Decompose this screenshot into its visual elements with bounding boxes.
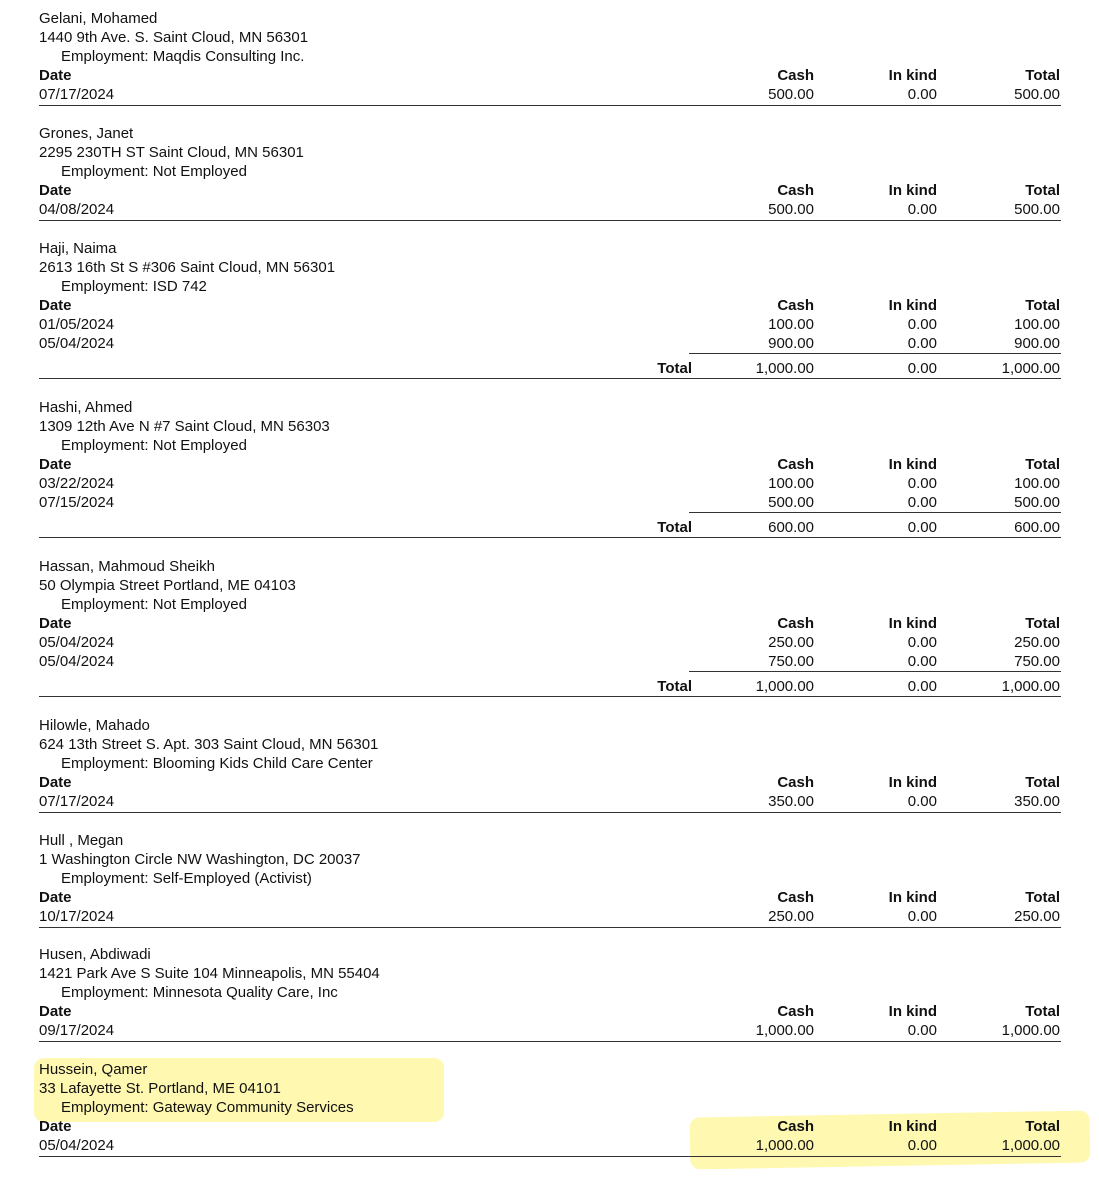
total-amount: 500.00 <box>1014 201 1060 218</box>
contributor-address: 50 Olympia Street Portland, ME 04103 <box>39 577 296 594</box>
contributor-address: 1421 Park Ave S Suite 104 Minneapolis, MN 55404 <box>39 965 380 982</box>
total-amount: 750.00 <box>1014 653 1060 670</box>
cash-amount: 500.00 <box>768 86 814 103</box>
subtotal-total: 1,000.00 <box>1001 360 1060 377</box>
contribution-record <box>39 124 1061 220</box>
total-amount: 500.00 <box>1014 494 1060 511</box>
in-kind-amount: 0.00 <box>907 653 937 670</box>
contributor-name: Gelani, Mohamed <box>39 10 158 27</box>
in-kind-amount: 0.00 <box>907 793 937 810</box>
in-kind-amount: 0.00 <box>907 1022 937 1039</box>
cash-amount: 1,000.00 <box>755 1137 814 1154</box>
contributor-employment: Employment: ISD 742 <box>61 278 207 295</box>
contribution-record <box>39 945 1061 1041</box>
cash-amount: 100.00 <box>768 316 814 333</box>
cash-header: Cash <box>777 1118 814 1135</box>
contribution-date: 07/17/2024 <box>39 86 115 103</box>
total-amount: 100.00 <box>1014 316 1060 333</box>
in-kind-amount: 0.00 <box>907 201 937 218</box>
contributor-address: 2295 230TH ST Saint Cloud, MN 56301 <box>39 144 304 161</box>
total-header: Total <box>1025 1118 1060 1135</box>
cash-amount: 100.00 <box>768 475 814 492</box>
in-kind-header: In kind <box>888 297 937 314</box>
contributor-employment: Employment: Not Employed <box>61 437 247 454</box>
cash-header: Cash <box>777 182 814 199</box>
subtotal-total: 1,000.00 <box>1001 678 1060 695</box>
contribution-date: 05/04/2024 <box>39 1137 115 1154</box>
in-kind-amount: 0.00 <box>907 1137 937 1154</box>
in-kind-amount: 0.00 <box>907 494 937 511</box>
contributor-address: 2613 16th St S #306 Saint Cloud, MN 56301 <box>39 259 336 276</box>
contributor-address: 1440 9th Ave. S. Saint Cloud, MN 56301 <box>39 29 309 46</box>
subtotal-divider <box>689 671 1061 672</box>
cash-header: Cash <box>777 889 814 906</box>
date-header: Date <box>39 889 72 906</box>
contributor-employment: Employment: Gateway Community Services <box>61 1099 354 1116</box>
in-kind-header: In kind <box>888 456 937 473</box>
contribution-date: 07/17/2024 <box>39 793 115 810</box>
record-divider <box>39 1041 1061 1042</box>
contribution-date: 03/22/2024 <box>39 475 115 492</box>
total-header: Total <box>1025 1003 1060 1020</box>
contributor-employment: Employment: Maqdis Consulting Inc. <box>61 48 305 65</box>
contributor-employment: Employment: Self-Employed (Activist) <box>61 870 312 887</box>
in-kind-amount: 0.00 <box>907 908 937 925</box>
in-kind-amount: 0.00 <box>907 335 937 352</box>
contributor-name: Hassan, Mahmoud Sheikh <box>39 558 215 575</box>
contributor-employment: Employment: Minnesota Quality Care, Inc <box>61 984 338 1001</box>
date-header: Date <box>39 182 72 199</box>
contributor-name: Hussein, Qamer <box>39 1061 148 1078</box>
cash-amount: 1,000.00 <box>755 1022 814 1039</box>
total-amount: 250.00 <box>1014 634 1060 651</box>
in-kind-amount: 0.00 <box>907 86 937 103</box>
cash-amount: 250.00 <box>768 634 814 651</box>
total-header: Total <box>1025 456 1060 473</box>
total-amount: 1,000.00 <box>1001 1022 1060 1039</box>
contribution-record <box>39 716 1061 812</box>
total-amount: 250.00 <box>1014 908 1060 925</box>
in-kind-header: In kind <box>888 182 937 199</box>
cash-header: Cash <box>777 456 814 473</box>
record-divider <box>39 696 1061 697</box>
cash-header: Cash <box>777 615 814 632</box>
contribution-record <box>39 9 1061 105</box>
cash-amount: 900.00 <box>768 335 814 352</box>
contribution-record-highlighted <box>39 1060 1061 1156</box>
contributor-address: 624 13th Street S. Apt. 303 Saint Cloud, MN 56301 <box>39 736 379 753</box>
in-kind-header: In kind <box>888 67 937 84</box>
date-header: Date <box>39 456 72 473</box>
record-divider <box>39 105 1061 106</box>
contribution-date: 05/04/2024 <box>39 335 115 352</box>
subtotal-in-kind: 0.00 <box>907 360 937 377</box>
cash-amount: 750.00 <box>768 653 814 670</box>
contributor-name: Grones, Janet <box>39 125 134 142</box>
total-amount: 100.00 <box>1014 475 1060 492</box>
in-kind-header: In kind <box>888 615 937 632</box>
contributor-name: Hilowle, Mahado <box>39 717 150 734</box>
total-header: Total <box>1025 67 1060 84</box>
contributor-name: Haji, Naima <box>39 240 117 257</box>
date-header: Date <box>39 297 72 314</box>
contribution-date: 09/17/2024 <box>39 1022 115 1039</box>
subtotal-label: Total <box>657 360 692 377</box>
contributor-name: Husen, Abdiwadi <box>39 946 151 963</box>
in-kind-header: In kind <box>888 889 937 906</box>
record-divider <box>39 927 1061 928</box>
cash-header: Cash <box>777 67 814 84</box>
in-kind-amount: 0.00 <box>907 634 937 651</box>
cash-header: Cash <box>777 1003 814 1020</box>
contribution-record <box>39 831 1061 927</box>
record-divider <box>39 378 1061 379</box>
subtotal-divider <box>689 353 1061 354</box>
record-divider <box>39 537 1061 538</box>
record-divider <box>39 1156 1061 1157</box>
total-amount: 1,000.00 <box>1001 1137 1060 1154</box>
subtotal-in-kind: 0.00 <box>907 519 937 536</box>
contributor-name: Hashi, Ahmed <box>39 399 133 416</box>
contribution-date: 07/15/2024 <box>39 494 115 511</box>
subtotal-label: Total <box>657 519 692 536</box>
in-kind-header: In kind <box>888 774 937 791</box>
total-amount: 350.00 <box>1014 793 1060 810</box>
contribution-date: 10/17/2024 <box>39 908 115 925</box>
total-amount: 500.00 <box>1014 86 1060 103</box>
subtotal-cash: 600.00 <box>768 519 814 536</box>
subtotal-total: 600.00 <box>1014 519 1060 536</box>
contributor-employment: Employment: Blooming Kids Child Care Center <box>61 755 373 772</box>
total-header: Total <box>1025 889 1060 906</box>
contributor-address: 1309 12th Ave N #7 Saint Cloud, MN 56303 <box>39 418 330 435</box>
contributor-employment: Employment: Not Employed <box>61 163 247 180</box>
contribution-date: 04/08/2024 <box>39 201 115 218</box>
date-header: Date <box>39 1118 72 1135</box>
in-kind-header: In kind <box>888 1003 937 1020</box>
subtotal-label: Total <box>657 678 692 695</box>
cash-amount: 500.00 <box>768 494 814 511</box>
total-header: Total <box>1025 182 1060 199</box>
total-amount: 900.00 <box>1014 335 1060 352</box>
date-header: Date <box>39 615 72 632</box>
record-divider <box>39 220 1061 221</box>
total-header: Total <box>1025 297 1060 314</box>
contribution-date: 05/04/2024 <box>39 653 115 670</box>
contribution-record <box>39 557 1061 696</box>
subtotal-cash: 1,000.00 <box>755 360 814 377</box>
cash-header: Cash <box>777 774 814 791</box>
subtotal-cash: 1,000.00 <box>755 678 814 695</box>
total-header: Total <box>1025 615 1060 632</box>
date-header: Date <box>39 67 72 84</box>
cash-amount: 250.00 <box>768 908 814 925</box>
in-kind-header: In kind <box>888 1118 937 1135</box>
contributor-employment: Employment: Not Employed <box>61 596 247 613</box>
contribution-record <box>39 398 1061 537</box>
total-header: Total <box>1025 774 1060 791</box>
contribution-date: 01/05/2024 <box>39 316 115 333</box>
cash-amount: 500.00 <box>768 201 814 218</box>
contribution-record <box>39 239 1061 378</box>
cash-amount: 350.00 <box>768 793 814 810</box>
cash-header: Cash <box>777 297 814 314</box>
date-header: Date <box>39 1003 72 1020</box>
contributor-name: Hull , Megan <box>39 832 124 849</box>
date-header: Date <box>39 774 72 791</box>
subtotal-in-kind: 0.00 <box>907 678 937 695</box>
in-kind-amount: 0.00 <box>907 316 937 333</box>
contribution-date: 05/04/2024 <box>39 634 115 651</box>
in-kind-amount: 0.00 <box>907 475 937 492</box>
record-divider <box>39 812 1061 813</box>
contributor-address: 1 Washington Circle NW Washington, DC 20037 <box>39 851 361 868</box>
subtotal-divider <box>689 512 1061 513</box>
contributor-address: 33 Lafayette St. Portland, ME 04101 <box>39 1080 281 1097</box>
